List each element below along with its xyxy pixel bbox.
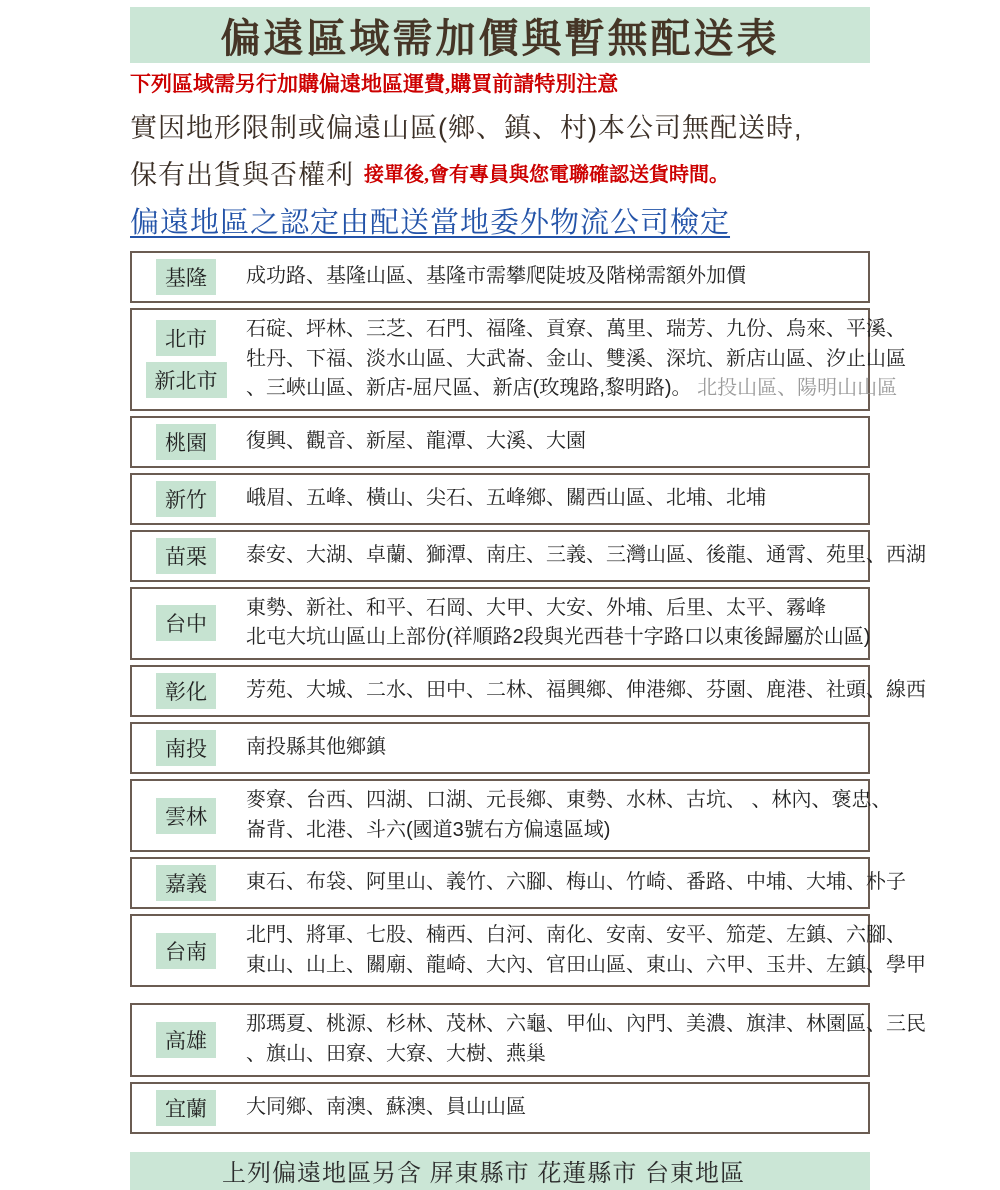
region-line: [246, 374, 906, 404]
region-label: 桃園: [156, 424, 216, 460]
table-row-hsinchu: [130, 473, 870, 525]
notice-line-2-main: 保有出貨與否權利: [130, 160, 354, 190]
region-label: 苗栗: [156, 538, 216, 574]
region-label: 基隆: [156, 259, 216, 295]
region-line: 北屯大坑山區山上部份(祥順路2段與光西巷十字路口以東後歸屬於山區): [246, 626, 871, 649]
region-content: [234, 730, 862, 766]
region-content: [234, 783, 896, 848]
region-label: 嘉義: [156, 865, 216, 901]
notice-line-2-red: 接單後,會有專員與您電聯確認送貨時間。: [364, 164, 729, 186]
table-row-nantou: [130, 722, 870, 774]
warning-text: 下列區域需另行加購偏遠地區運費,購買前請特別注意: [130, 72, 619, 96]
region-label-cell: [138, 1086, 234, 1130]
region-line: 石碇、坪林、三芝、石門、福隆、貢寮、萬里、瑞芳、九份、烏來、平溪、: [246, 318, 906, 340]
region-line: 芳苑、大城、二水、田中、二林、福興鄉、伸港鄉、芬園、鹿港、社頭、線西: [246, 679, 926, 702]
region-line: 牡丹、下福、淡水山區、大武崙、金山、雙溪、深坑、新店山區、汐止山區: [246, 347, 906, 370]
region-content: [234, 424, 862, 460]
region-line: 復興、觀音、新屋、龍潭、大溪、大園: [246, 429, 586, 452]
table-row-taichung: [130, 587, 870, 660]
content-column: [130, 0, 926, 1190]
table-row-yunlin: [130, 779, 892, 852]
region-line: 那瑪夏、桃源、杉林、茂林、六龜、甲仙、內門、美濃、旗津、林園區、三民: [246, 1013, 926, 1036]
region-label: 新北市: [146, 362, 227, 398]
region-content: [234, 591, 874, 656]
region-line-gray: 北投山區、陽明山山區: [697, 377, 898, 400]
region-content: [234, 673, 930, 709]
table-row-tainan: [130, 914, 926, 987]
region-content: [234, 481, 862, 517]
footer-text: 上列偏遠地區另含 屏東縣市 花蓮縣市 台東地區: [222, 1160, 746, 1188]
region-label: 台南: [156, 933, 216, 969]
region-content: [234, 1007, 930, 1072]
region-label-cell: [138, 255, 234, 299]
notice-line-2: [130, 153, 870, 192]
region-label: 台中: [156, 605, 216, 641]
region-line: 東山、山上、關廟、龍崎、大內、官田山區、東山、六甲、玉井、左鎮、學甲: [246, 953, 926, 976]
table-row-yilan: [130, 1082, 870, 1134]
region-label-cell: [138, 861, 234, 905]
region-line: 峨眉、五峰、橫山、尖石、五峰鄉、關西山區、北埔、北埔: [246, 486, 766, 509]
table-row-taoyuan: [130, 416, 870, 468]
region-line: 崙背、北港、斗六(國道3號右方偏遠區域): [246, 818, 611, 841]
region-label-cell: [138, 669, 234, 713]
region-line: 麥寮、台西、四湖、口湖、元長鄉、東勢、水林、古坑、 、林內、褒忠、: [246, 788, 892, 811]
region-label: 新竹: [156, 481, 216, 517]
region-line: 北門、將軍、七股、楠西、白河、南化、安南、安平、笳萣、左鎮、六腳、: [246, 924, 906, 947]
region-content: [234, 538, 930, 574]
region-label: 宜蘭: [156, 1090, 216, 1126]
notice-line-1: 實因地形限制或偏遠山區(鄉、鎮、村)本公司無配送時,: [130, 113, 803, 143]
table-row-chiayi: [130, 857, 906, 909]
region-label-cell: [138, 316, 234, 402]
region-label-cell: [138, 1018, 234, 1062]
region-content: [234, 312, 910, 407]
region-line: 南投縣其他鄉鎮: [246, 736, 386, 759]
region-content: [234, 259, 862, 295]
region-line-main: 、三峽山區、新店-屈尺區、新店(玫瑰路,黎明路)。: [246, 377, 692, 400]
region-table: [130, 251, 926, 1134]
footer-band: [130, 1152, 870, 1190]
page-title: 偏遠區域需加價與暫無配送表: [220, 16, 780, 61]
region-content: [234, 1090, 862, 1126]
region-label-cell: [138, 601, 234, 645]
table-row-keelung: [130, 251, 870, 303]
region-label-cell: [138, 726, 234, 770]
region-line: 成功路、基隆山區、基隆市需攀爬陡坡及階梯需額外加價: [246, 265, 746, 288]
region-label-cell: [138, 794, 234, 838]
region-label: 高雄: [156, 1022, 216, 1058]
region-label-cell: [138, 420, 234, 464]
region-line: 東勢、新社、和平、石岡、大甲、大安、外埔、后里、太平、霧峰: [246, 596, 826, 619]
region-line: 泰安、大湖、卓蘭、獅潭、南庄、三義、三灣山區、後龍、通霄、苑里、西湖: [246, 543, 926, 566]
region-label-cell: [138, 477, 234, 521]
region-label: 北市: [156, 320, 216, 356]
region-line: 、旗山、田寮、大寮、大樹、燕巢: [246, 1042, 546, 1065]
region-label-cell: [138, 534, 234, 578]
section-heading: 偏遠地區之認定由配送當地委外物流公司檢定: [130, 207, 731, 239]
region-label: 彰化: [156, 673, 216, 709]
table-row-changhua: [130, 665, 926, 717]
region-label-cell: [138, 929, 234, 973]
region-label: 雲林: [156, 798, 216, 834]
table-row-miaoli: [130, 530, 926, 582]
region-content: [234, 865, 910, 901]
title-band: [130, 7, 870, 63]
region-line: 大同鄉、南澳、蘇澳、員山山區: [246, 1095, 526, 1118]
region-content: [234, 918, 930, 983]
region-line: 東石、布袋、阿里山、義竹、六腳、梅山、竹崎、番路、中埔、大埔、朴子: [246, 871, 906, 894]
region-label: 南投: [156, 730, 216, 766]
table-row-kaohsiung: [130, 1003, 926, 1076]
table-row-taipei-newtaipei: [130, 308, 906, 411]
